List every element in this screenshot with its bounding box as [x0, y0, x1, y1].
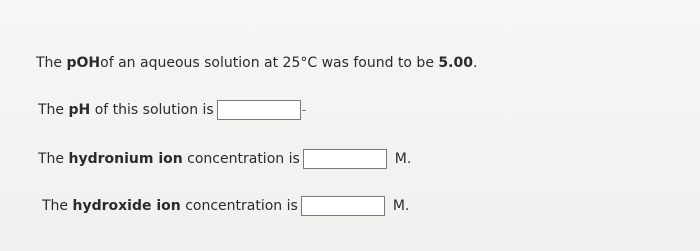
- hydroxide-question: [42, 196, 409, 216]
- poh-prefix: The: [36, 55, 63, 71]
- hydronium-term: hydronium ion: [68, 151, 183, 167]
- poh-suffix: .: [472, 55, 478, 71]
- ph-question: [38, 100, 306, 120]
- poh-term: pOH: [66, 55, 101, 71]
- ph-answer-input[interactable]: [217, 100, 301, 120]
- hydronium-question: [38, 149, 411, 169]
- input-tick-mark: [302, 110, 306, 111]
- hydroxide-unit: M.: [392, 198, 410, 214]
- hydroxide-answer-input[interactable]: [301, 196, 385, 216]
- hydroxide-term: hydroxide ion: [72, 198, 181, 214]
- ph-term: pH: [68, 102, 91, 118]
- ph-suffix: of this solution is: [94, 102, 214, 118]
- hydroxide-prefix: The: [42, 198, 69, 214]
- hydroxide-suffix: concentration is: [185, 198, 298, 214]
- hydronium-suffix: concentration is: [187, 151, 300, 167]
- poh-statement: [36, 54, 477, 72]
- hydronium-answer-input[interactable]: [303, 149, 387, 169]
- hydronium-unit: M.: [394, 151, 412, 167]
- poh-mid: of an aqueous solution at 25°C was found to be: [100, 55, 434, 71]
- ph-prefix: The: [38, 102, 65, 118]
- hydronium-prefix: The: [38, 151, 65, 167]
- poh-value: 5.00: [438, 55, 473, 71]
